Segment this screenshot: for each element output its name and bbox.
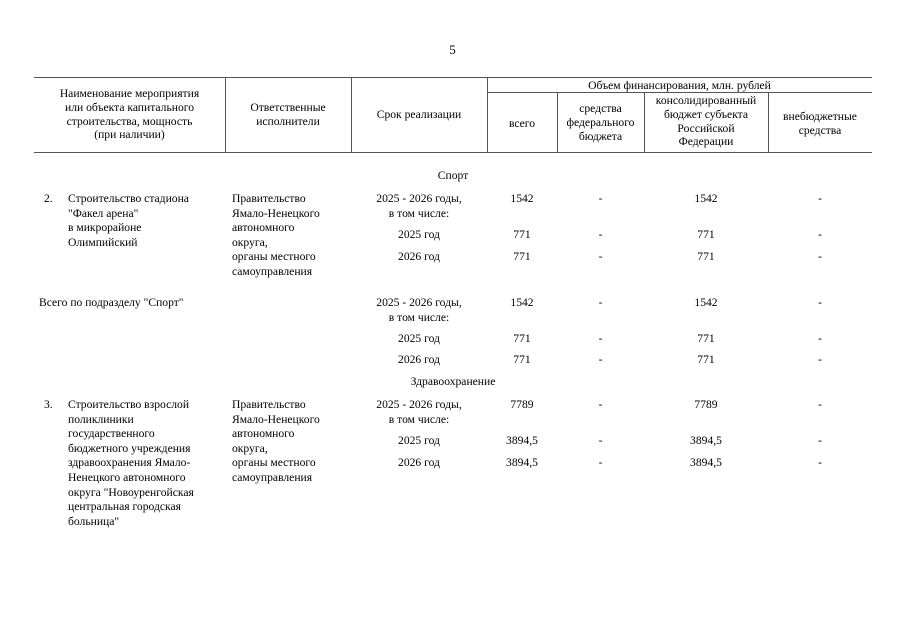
header-top-rule [34, 77, 872, 78]
regional-cell: 1542 [694, 192, 718, 205]
period-cell: 2025 год [398, 332, 440, 345]
header-regional-column: консолидированный бюджет субъекта Российской Федерации [655, 94, 757, 149]
subsection-total-label: Всего по подразделу "Спорт" [39, 296, 184, 309]
federal-cell: - [598, 456, 603, 469]
federal-cell: - [598, 332, 603, 345]
regional-cell: 771 [697, 250, 715, 263]
total-cell: 3894,5 [506, 434, 538, 447]
extra-cell: - [818, 456, 822, 469]
item-number: 3. [44, 398, 53, 411]
regional-cell: 771 [697, 353, 715, 366]
extra-cell: - [818, 250, 822, 263]
federal-cell: - [598, 434, 603, 447]
item-name: Строительство стадиона "Факел арена" в микрорайоне Олимпийский [68, 192, 189, 249]
section-title-sport: Спорт [437, 169, 469, 182]
header-total-column: всего [508, 117, 536, 130]
extra-cell: - [818, 296, 822, 309]
header-name-column: Наименование мероприятия или объекта капитального строительства, мощность (при наличии) [59, 87, 200, 142]
header-extrabudget-column: внебюджетные средства [783, 110, 857, 137]
regional-cell: 7789 [694, 398, 718, 411]
section-title-health: Здравоохранение [410, 375, 496, 388]
total-cell: 3894,5 [506, 456, 538, 469]
total-cell: 771 [513, 353, 531, 366]
period-cell: 2025 - 2026 годы, в том числе: [376, 398, 462, 426]
item-number: 2. [44, 192, 53, 205]
federal-cell: - [598, 192, 603, 205]
header-federal-column: средства федерального бюджета [566, 102, 635, 143]
federal-cell: - [598, 296, 603, 309]
item-responsible: Правительство Ямало-Ненецкого автономного округа, органы местного самоуправления [232, 192, 320, 278]
header-period-column: Срок реализации [376, 108, 462, 121]
regional-cell: 771 [697, 228, 715, 241]
regional-cell: 771 [697, 332, 715, 345]
period-cell: 2026 год [398, 353, 440, 366]
federal-cell: - [598, 250, 603, 263]
regional-cell: 3894,5 [690, 456, 722, 469]
period-cell: 2026 год [398, 456, 440, 469]
federal-cell: - [598, 228, 603, 241]
extra-cell: - [818, 228, 822, 241]
total-cell: 1542 [510, 192, 534, 205]
regional-cell: 1542 [694, 296, 718, 309]
total-cell: 1542 [510, 296, 534, 309]
total-cell: 771 [513, 332, 531, 345]
federal-cell: - [598, 353, 603, 366]
item-responsible: Правительство Ямало-Ненецкого автономного округа, органы местного самоуправления [232, 398, 320, 484]
header-responsible-column: Ответственные исполнители [250, 101, 326, 128]
total-cell: 7789 [510, 398, 534, 411]
total-cell: 771 [513, 228, 531, 241]
period-cell: 2026 год [398, 250, 440, 263]
extra-cell: - [818, 353, 822, 366]
extra-cell: - [818, 192, 822, 205]
page-number: 5 [449, 42, 456, 57]
header-bottom-rule [34, 152, 872, 153]
extra-cell: - [818, 434, 822, 447]
item-name: Строительство взрослой поликлиники государственного бюджетного учреждения здравоохранения Ямало- Ненецкого автономного округа "Новоуренгойская центральная городская больница" [68, 398, 194, 528]
period-cell: 2025 год [398, 228, 440, 241]
extra-cell: - [818, 398, 822, 411]
period-cell: 2025 - 2026 годы, в том числе: [376, 296, 462, 324]
extra-cell: - [818, 332, 822, 345]
federal-cell: - [598, 398, 603, 411]
regional-cell: 3894,5 [690, 434, 722, 447]
total-cell: 771 [513, 250, 531, 263]
period-cell: 2025 - 2026 годы, в том числе: [376, 192, 462, 220]
header-funding-group: Объем финансирования, млн. рублей [588, 79, 771, 92]
period-cell: 2025 год [398, 434, 440, 447]
